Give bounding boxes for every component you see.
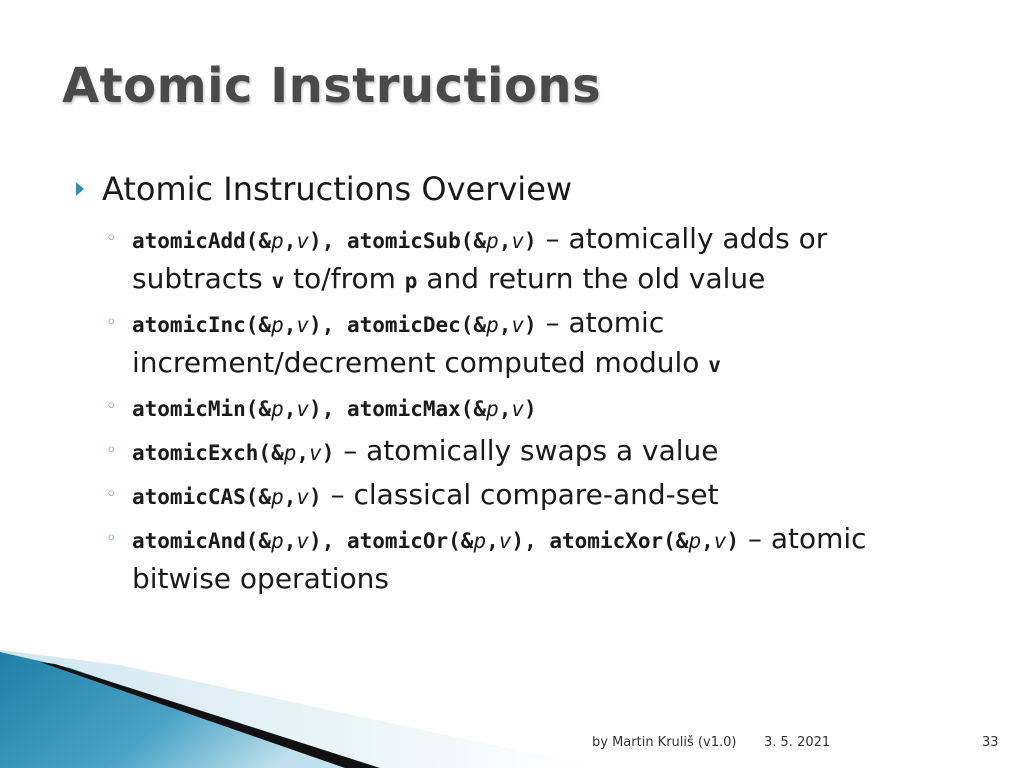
code-punct: ): [524, 397, 537, 421]
code-var: v: [271, 269, 285, 293]
code-arg: v: [296, 313, 310, 337]
list-item-add-sub: [106, 220, 966, 300]
code-punct: ,: [283, 485, 297, 509]
code-fn-name: atomicAdd(&: [132, 229, 272, 253]
code-arg: v: [309, 441, 322, 465]
code-punct: ,: [498, 313, 512, 337]
code-separator: ,: [321, 313, 347, 337]
code-punct: ,: [283, 229, 297, 253]
code-arg: p: [271, 485, 284, 509]
circle-bullet-icon: ◦: [106, 312, 117, 333]
code-punct: ,: [283, 529, 297, 553]
item-description: – classical compare-and-set: [321, 478, 719, 511]
code-punct: ,: [701, 529, 714, 553]
code-arg: p: [271, 397, 284, 421]
code-fn-name: atomicAnd(&: [132, 529, 272, 553]
code-arg: p: [486, 397, 499, 421]
code-arg: p: [283, 441, 297, 465]
code-punct: ): [511, 529, 525, 553]
circle-bullet-icon: ◦: [106, 528, 117, 549]
code-fn-name: atomicXor(&: [549, 529, 689, 553]
code-fn-name: atomicMin(&: [132, 397, 272, 421]
code-fn-name: atomicDec(&: [347, 313, 487, 337]
code-punct: ): [309, 313, 322, 337]
code-punct: ,: [283, 397, 297, 421]
code-arg: v: [511, 313, 525, 337]
code-arg: p: [486, 229, 499, 253]
code-arg: p: [688, 529, 702, 553]
code-punct: ): [309, 485, 322, 509]
code-fn-name: atomicCAS(&: [132, 485, 272, 509]
list-item-bitwise: [106, 520, 966, 598]
code-fn-name: atomicSub(&: [347, 229, 487, 253]
code-fn-name: atomicExch(&: [132, 441, 284, 465]
code-arg: v: [511, 397, 525, 421]
code-punct: ): [309, 229, 322, 253]
footer-date: 3. 5. 2021: [764, 735, 831, 750]
code-arg: v: [296, 397, 310, 421]
code-arg: p: [486, 313, 499, 337]
code-separator: ,: [524, 529, 550, 553]
circle-bullet-icon: ◦: [106, 228, 117, 249]
code-arg: v: [296, 529, 310, 553]
footer-author: by Martin Kruliš (v1.0): [592, 735, 737, 750]
circle-bullet-icon: ◦: [106, 396, 117, 417]
code-arg: p: [271, 529, 284, 553]
code-arg: p: [473, 529, 487, 553]
code-punct: ): [524, 229, 537, 253]
item-description: – atomically swaps a value: [334, 434, 719, 467]
code-arg: v: [511, 229, 525, 253]
list-item-inc-dec: [106, 304, 966, 384]
list-item-cas: [106, 476, 966, 516]
item-description: – atomic increment/decrement computed modulo: [132, 306, 709, 379]
code-fn-name: atomicMax(&: [347, 397, 487, 421]
code-separator: ,: [321, 529, 347, 553]
code-separator: ,: [321, 229, 347, 253]
footer-page-number: 33: [982, 735, 999, 750]
code-punct: ): [309, 397, 322, 421]
circle-bullet-icon: ◦: [106, 484, 117, 505]
code-punct: ): [726, 529, 740, 553]
code-arg: v: [296, 229, 310, 253]
code-punct: ,: [498, 229, 512, 253]
code-punct: ,: [283, 313, 297, 337]
item-description: – atomically adds or subtracts: [132, 222, 828, 295]
level1-bullet-item: [76, 170, 572, 208]
code-arg: v: [296, 485, 310, 509]
code-punct: ,: [486, 529, 499, 553]
code-arg: p: [271, 313, 284, 337]
code-fn-name: atomicInc(&: [132, 313, 272, 337]
code-arg: v: [498, 529, 512, 553]
code-var: v: [708, 353, 721, 377]
sub-bullet-list: [106, 220, 966, 598]
list-item-min-max: [106, 388, 966, 428]
code-var: p: [404, 269, 418, 293]
list-item-exch: [106, 432, 966, 472]
triangle-bullet-icon: [76, 182, 84, 196]
code-punct: ,: [296, 441, 310, 465]
code-arg: p: [271, 229, 284, 253]
item-description: and return the old value: [417, 262, 766, 295]
code-fn-name: atomicOr(&: [347, 529, 474, 553]
slide-title: Atomic Instructions: [62, 58, 602, 114]
item-description: – atomic bitwise operations: [132, 522, 867, 595]
code-separator: ,: [321, 397, 347, 421]
code-punct: ): [321, 441, 335, 465]
code-arg: v: [713, 529, 727, 553]
code-punct: ): [524, 313, 537, 337]
circle-bullet-icon: ◦: [106, 440, 117, 461]
code-punct: ,: [498, 397, 512, 421]
item-description: to/from: [284, 262, 405, 295]
code-punct: ): [309, 529, 322, 553]
section-heading: Atomic Instructions Overview: [102, 170, 573, 208]
